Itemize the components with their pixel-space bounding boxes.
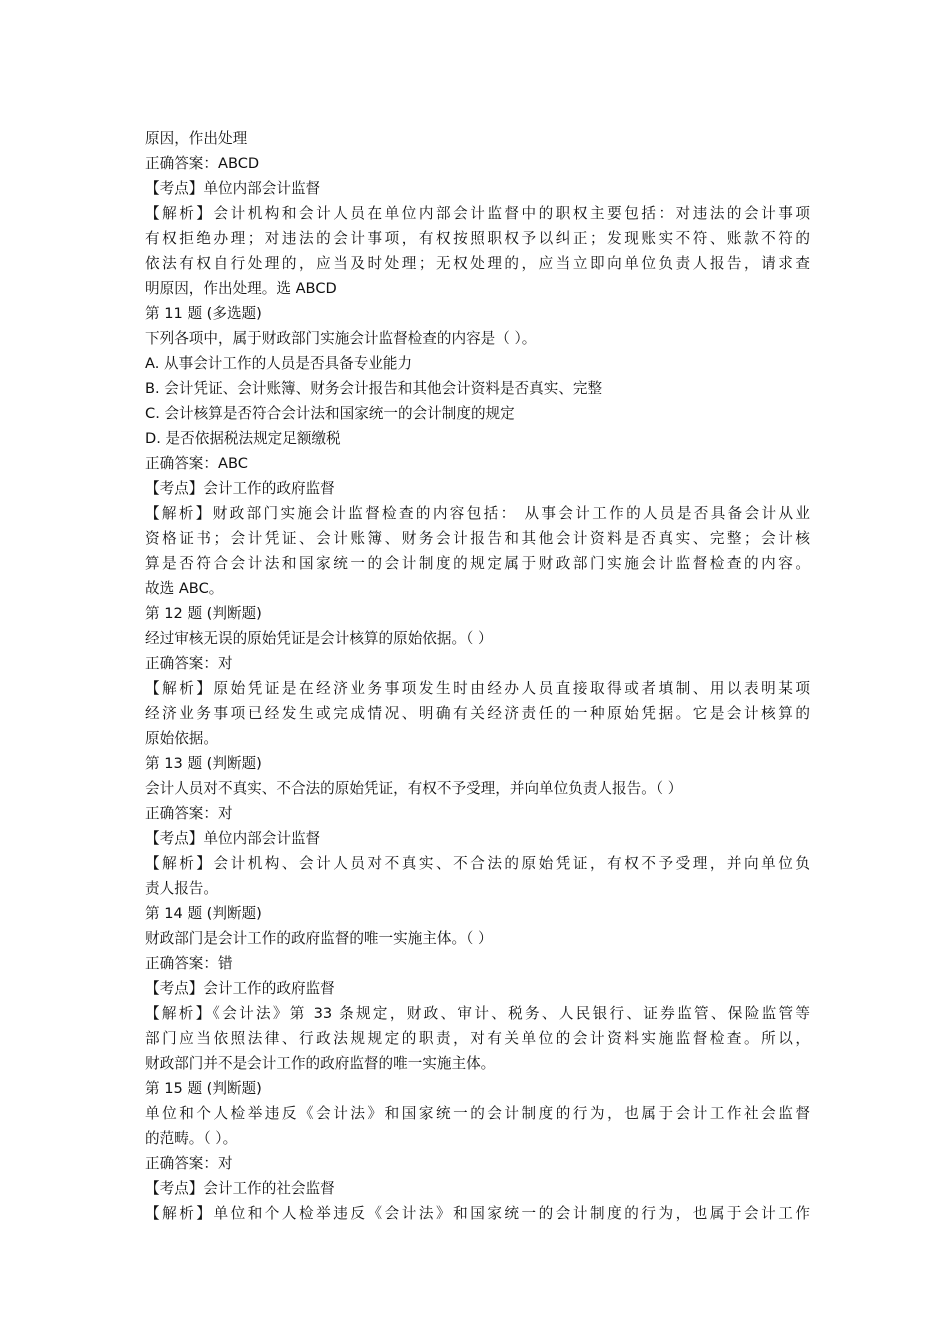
answer-line: 正确答案：对 [145,655,233,672]
analysis-line: 【解析】会计机构、会计人员对不真实、不合法的原始凭证，有权不予受理，并向单位负 [145,855,810,872]
question-heading: 第 11 题 (多选题) [145,305,262,322]
option-c: C. 会计核算是否符合会计法和国家统一的会计制度的规定 [145,405,515,422]
answer-line: 正确答案：ABCD [145,155,260,172]
question-text: 经过审核无误的原始凭证是会计核算的原始依据。（ ） [145,630,493,647]
answer-line: 正确答案：ABC [145,455,248,472]
topic-line: 【考点】会计工作的社会监督 [145,1180,335,1197]
analysis-line: 原始依据。 [145,730,218,747]
question-heading: 第 15 题 (判断题) [145,1080,262,1097]
question-heading: 第 13 题 (判断题) [145,755,262,772]
topic-line: 【考点】会计工作的政府监督 [145,480,335,497]
option-d: D. 是否依据税法规定足额缴税 [145,430,341,447]
analysis-line: 依法有权自行处理的，应当及时处理；无权处理的，应当立即向单位负责人报告，请求查 [145,255,810,272]
answer-line: 正确答案：对 [145,1155,233,1172]
question-text: 会计人员对不真实、不合法的原始凭证，有权不予受理，并向单位负责人报告。（ ） [145,780,683,797]
analysis-line: 【解析】单位和个人检举违反《会计法》和国家统一的会计制度的行为，也属于会计工作 [145,1205,810,1222]
question-text: 的范畴。（ ）。 [145,1130,238,1147]
analysis-line: 【解析】会计机构和会计人员在单位内部会计监督中的职权主要包括：对违法的会计事项 [145,205,810,222]
topic-line: 【考点】会计工作的政府监督 [145,980,335,997]
document-body [145,126,810,1226]
option-b: B. 会计凭证、会计账簿、财务会计报告和其他会计资料是否真实、完整 [145,380,603,397]
answer-line: 正确答案：错 [145,955,233,972]
topic-line: 【考点】单位内部会计监督 [145,830,321,847]
analysis-line: 经济业务事项已经发生或完成情况、明确有关经济责任的一种原始凭据。它是会计核算的 [145,705,810,722]
analysis-line: 【解析】原始凭证是在经济业务事项发生时由经办人员直接取得或者填制、用以表明某项 [145,680,810,697]
question-text: 财政部门是会计工作的政府监督的唯一实施主体。（ ） [145,930,493,947]
answer-line: 正确答案：对 [145,805,233,822]
analysis-line: 财政部门并不是会计工作的政府监督的唯一实施主体。 [145,1055,496,1072]
question-heading: 第 14 题 (判断题) [145,905,262,922]
analysis-line: 算是否符合会计法和国家统一的会计制度的规定属于财政部门实施会计监督检查的内容。 [145,555,810,572]
analysis-line: 明原因，作出处理。选 ABCD [145,280,337,297]
analysis-line: 资格证书；会计凭证、会计账簿、财务会计报告和其他会计资料是否真实、完整；会计核 [145,530,810,547]
analysis-line: 【解析】《会计法》第 33 条规定，财政、审计、税务、人民银行、证券监管、保险监管等 [145,1005,810,1022]
topic-line: 【考点】单位内部会计监督 [145,180,321,197]
analysis-line: 责人报告。 [145,880,218,897]
question-text: 单位和个人检举违反《会计法》和国家统一的会计制度的行为，也属于会计工作社会监督 [145,1105,810,1122]
option-a: A. 从事会计工作的人员是否具备专业能力 [145,355,413,372]
text-line: 原因，作出处理 [145,130,248,147]
question-text: 下列各项中，属于财政部门实施会计监督检查的内容是（ ）。 [145,330,537,347]
analysis-line: 【解析】财政部门实施会计监督检查的内容包括： 从事会计工作的人员是否具备会计从业 [145,505,810,522]
analysis-line: 有权拒绝办理；对违法的会计事项，有权按照职权予以纠正；发现账实不符、账款不符的 [145,230,810,247]
analysis-line: 故选 ABC。 [145,580,224,597]
question-heading: 第 12 题 (判断题) [145,605,262,622]
analysis-line: 部门应当依照法律、行政法规规定的职责，对有关单位的会计资料实施监督检查。所以， [145,1030,810,1047]
